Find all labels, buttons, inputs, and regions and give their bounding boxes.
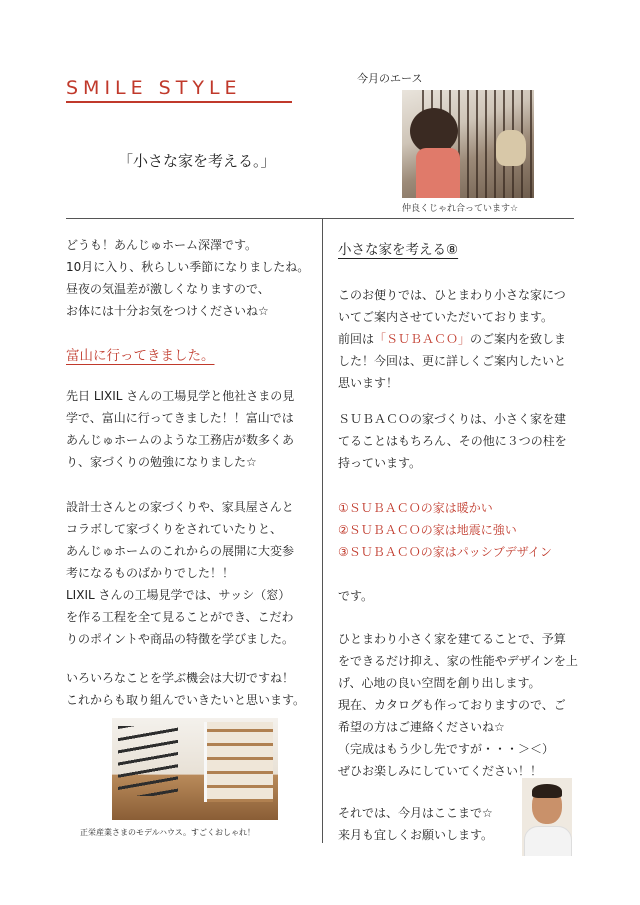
pillar-item: ③ＳＵＢＡＣＯの家はパッシブデザイン (338, 545, 552, 559)
bookshelf (204, 722, 273, 802)
para-line: ＳＵＢＡＣＯの家づくりは、小さく家を建 (338, 412, 567, 426)
staircase (118, 726, 178, 796)
right-para-3 (338, 628, 578, 782)
para-line-mixed (338, 328, 578, 350)
intro-line: どうも！あんじゅホーム深澤です。 (66, 238, 258, 252)
header-divider (66, 218, 574, 219)
right-desu (338, 585, 578, 607)
para-line: を作る工程を全て見ることができ、こだわ (66, 610, 294, 624)
left-para-1 (66, 385, 316, 473)
para-line: あんじゅホームのような工務店が数多くあ (66, 433, 295, 447)
para-line: げ、心地の良い空間を創り出します。 (338, 676, 541, 690)
section-heading-toyama: 富山に行ってきました。 (66, 348, 215, 364)
right-para-2 (338, 408, 578, 474)
dog-figure (496, 130, 526, 166)
intro-line: 10月に入り、秋らしい季節になりましたね。 (66, 260, 310, 274)
baby-shirt (416, 148, 460, 198)
staff-photo (522, 778, 572, 856)
para-line: LIXIL さんの工場見学では、サッシ（窓） (66, 588, 291, 602)
pillar-item: ①ＳＵＢＡＣＯの家は暖かい (338, 501, 493, 515)
staff-hair (532, 784, 562, 798)
para-line: てることはもちろん、その他に３つの柱を (338, 434, 567, 448)
para-line: 先日 LIXIL さんの工場見学と他社さまの見 (66, 389, 295, 403)
issue-subtitle: 「小さな家を考える。」 (118, 152, 276, 170)
para-line: あんじゅホームのこれからの展開に大変参 (66, 544, 295, 558)
text-prefix: 前回は (338, 332, 375, 346)
right-para-1 (338, 284, 578, 394)
ace-title: 今月のエース (357, 72, 423, 85)
subaco-highlight: 「ＳＵＢＡＣＯ」 (374, 332, 471, 346)
para-line: ひとまわり小さく家を建てることで、予算 (338, 632, 566, 646)
para-line: 学で、富山に行ってきました！！富山では (66, 411, 294, 425)
intro-line: お体には十分お気をつけくださいね☆ (66, 304, 269, 318)
left-para-3 (66, 667, 316, 711)
ace-photo (402, 90, 534, 198)
para-line: ぜひお楽しみにしていてください！！ (338, 764, 543, 778)
staff-shirt (524, 826, 572, 856)
ace-caption: 仲良くじゃれ合っています☆ (402, 204, 519, 214)
para-line: このお便りでは、ひとまわり小さな家につ (338, 288, 566, 302)
left-intro (66, 234, 316, 322)
para-line: です。 (338, 589, 374, 603)
closing-line: それでは、今月はここまで☆ (338, 806, 493, 820)
para-line: いろいろなことを学ぶ機会は大切ですね！ (66, 671, 295, 685)
left-para-2 (66, 496, 316, 650)
para-line: した！今回は、更に詳しくご案内したいと (338, 354, 567, 368)
para-line: 考になるものばかりでした！！ (66, 566, 235, 580)
para-line: 思います！ (338, 376, 399, 390)
para-line: をできるだけ抑え、家の性能やデザインを上 (338, 654, 578, 668)
intro-line: 昼夜の気温差が激しくなりますので、 (66, 282, 270, 296)
pillars-list (338, 497, 578, 563)
para-line: （完成はもう少し先ですが・・・＞＜） (338, 742, 555, 756)
para-line: 設計士さんとの家づくりや、家具屋さんと (66, 500, 294, 514)
closing-line: 来月も宜しくお願いします。 (338, 828, 494, 842)
para-line: いてご案内させていただいております。 (338, 310, 554, 324)
para-line: りのポイントや商品の特徴を学びました。 (66, 632, 295, 646)
para-line: 現在、カタログも作っておりますので、ご (338, 698, 566, 712)
para-line: り、家づくりの勉強になりました☆ (66, 455, 257, 469)
para-line: 希望の方はご連絡くださいね☆ (338, 720, 505, 734)
column-divider (322, 218, 323, 843)
model-house-caption: 正栄産業さまのモデルハウス。すごくおしゃれ！ (80, 828, 256, 837)
text-suffix: のご案内を致しま (470, 332, 567, 346)
para-line: コラボして家づくりをされていたりと、 (66, 522, 283, 536)
brand-title: SMILE STYLE (66, 77, 292, 103)
model-house-photo (112, 718, 278, 820)
pillar-item: ②ＳＵＢＡＣＯの家は地震に強い (338, 523, 517, 537)
para-line: これからも取り組んでいきたいと思います。 (66, 693, 306, 707)
para-line: 持っています。 (338, 456, 422, 470)
series-heading: 小さな家を考える⑧ (338, 242, 459, 258)
